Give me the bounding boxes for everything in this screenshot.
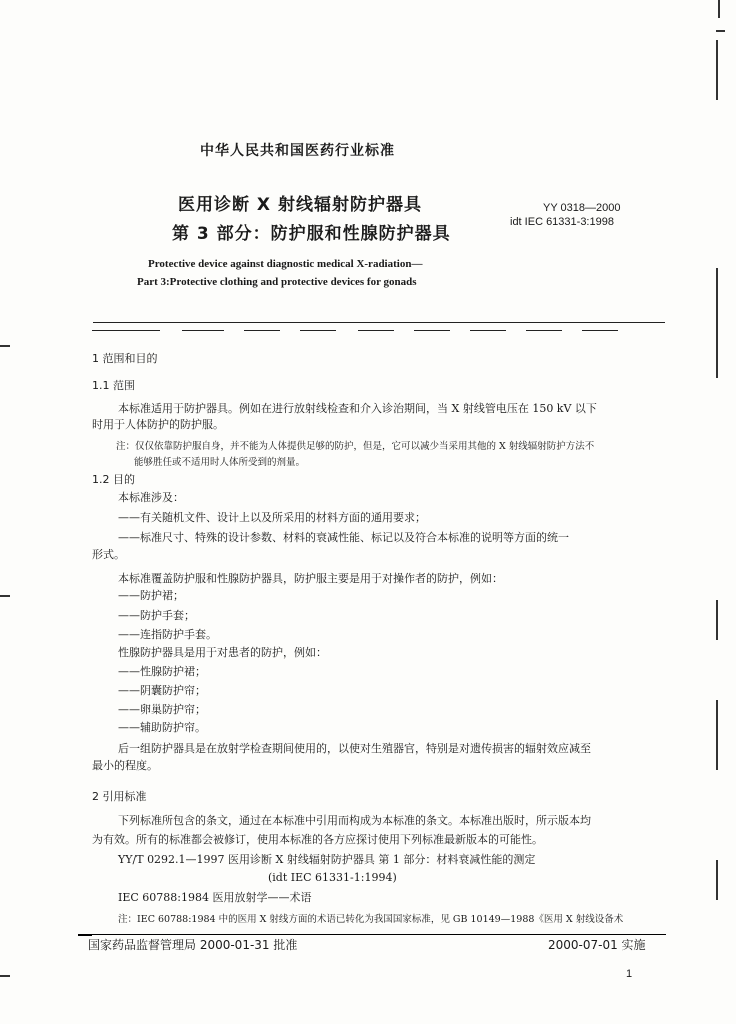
document-title-line2: 第 3 部分：防护服和性腺防护器具 bbox=[172, 224, 451, 244]
s2-paragraph-cont: 为有效。所有的标准都会被修订，使用本标准的各方应探讨使用下列标准最新版本的可能性。 bbox=[92, 833, 543, 846]
scan-edge-mark bbox=[716, 30, 725, 32]
page-number: 1 bbox=[626, 968, 633, 980]
operator-device-item: ——防护手套； bbox=[118, 609, 195, 622]
section-1-1-heading: 1.1 范围 bbox=[92, 379, 135, 392]
s1-2-closing-paragraph: 后一组防护器具是在放射学检查期间使用的，以使对生殖器官，特别是对遗传损害的辐射效应减至 bbox=[118, 742, 591, 755]
s1-2-closing-paragraph-cont: 最小的程度。 bbox=[92, 759, 158, 772]
operator-device-item: ——防护裙； bbox=[118, 589, 184, 602]
scan-edge-mark bbox=[0, 345, 10, 347]
s1-2-list-item: ——有关随机文件、设计上以及所采用的材料方面的通用要求； bbox=[118, 511, 426, 524]
section-2-heading: 2 引用标准 bbox=[92, 790, 147, 803]
s2-paragraph: 下列标准所包含的条文，通过在本标准中引用而构成为本标准的条文。本标准出版时，所示版本均 bbox=[118, 814, 591, 827]
patient-device-item: ——阴囊防护帘； bbox=[118, 684, 206, 697]
s1-2-operator-paragraph: 本标准覆盖防护服和性腺防护器具，防护服主要是用于对操作者的防护，例如： bbox=[118, 572, 503, 585]
scan-edge-mark bbox=[716, 700, 718, 770]
section-1-2-heading: 1.2 目的 bbox=[92, 473, 135, 486]
standard-number: YY 0318—2000 bbox=[543, 202, 621, 214]
s2-note: 注：IEC 60788:1984 中的医用 X 射线方面的术语已转化为我国国家标准，见 GB 10149—1988《医用 X 射线设备术 bbox=[118, 914, 624, 925]
effective-date: 2000-07-01 实施 bbox=[548, 938, 646, 952]
s1-1-note-cont: 能够胜任或不适用时人体所受到的剂量。 bbox=[134, 457, 306, 468]
patient-device-item: ——辅助防护帘。 bbox=[118, 721, 206, 734]
patient-device-item: ——卵巢防护帘； bbox=[118, 703, 206, 716]
s1-1-note: 注：仅仅依靠防护服自身，并不能为人体提供足够的防护，但是，它可以减少当采用其他的 X 射线辐射防护方法不 bbox=[116, 441, 595, 452]
document-title-line1: 医用诊断 X 射线辐射防护器具 bbox=[178, 195, 422, 215]
section-1-heading: 1 范围和目的 bbox=[92, 352, 158, 365]
scan-edge-mark bbox=[716, 860, 718, 900]
normative-reference: YY/T 0292.1—1997 医用诊断 X 射线辐射防护器具 第 1 部分：材料衰减性能的测定 bbox=[118, 853, 536, 866]
english-title-line1: Protective device against diagnostic medical X-radiation— bbox=[148, 258, 423, 270]
footer-rule bbox=[92, 934, 666, 935]
issuing-authority: 国家药品监督管理局 2000-01-31 批准 bbox=[88, 938, 298, 952]
s1-2-intro: 本标准涉及： bbox=[118, 491, 184, 504]
scan-edge-mark bbox=[716, 268, 718, 378]
s1-1-paragraph-cont: 时用于人体防护的防护服。 bbox=[92, 418, 224, 431]
scan-edge-mark bbox=[0, 595, 10, 597]
normative-reference-idt: (idt IEC 61331-1:1994) bbox=[268, 871, 397, 884]
idt-reference: idt IEC 61331-3:1998 bbox=[510, 216, 614, 228]
normative-reference: IEC 60788:1984 医用放射学——术语 bbox=[118, 891, 312, 904]
scan-edge-mark bbox=[0, 975, 10, 977]
standard-category: 中华人民共和国医药行业标准 bbox=[200, 143, 395, 159]
scan-edge-mark bbox=[718, 0, 720, 18]
s1-2-list-item-cont: 形式。 bbox=[92, 548, 125, 561]
scan-edge-mark bbox=[716, 40, 718, 100]
s1-1-paragraph: 本标准适用于防护器具。例如在进行放射线检查和介入诊治期间，当 X 射线管电压在 150 kV 以下 bbox=[118, 402, 597, 415]
english-title-line2: Part 3:Protective clothing and protective devices for gonads bbox=[137, 276, 417, 288]
scan-edge-mark bbox=[716, 600, 718, 640]
patient-device-item: ——性腺防护裙； bbox=[118, 665, 206, 678]
s1-2-list-item: ——标准尺寸、特殊的设计参数、材料的衰减性能、标记以及符合本标准的说明等方面的统一 bbox=[118, 531, 569, 544]
s1-2-patient-paragraph: 性腺防护器具是用于对患者的防护，例如： bbox=[118, 646, 327, 659]
header-divider bbox=[93, 322, 665, 323]
operator-device-item: ——连指防护手套。 bbox=[118, 628, 217, 641]
